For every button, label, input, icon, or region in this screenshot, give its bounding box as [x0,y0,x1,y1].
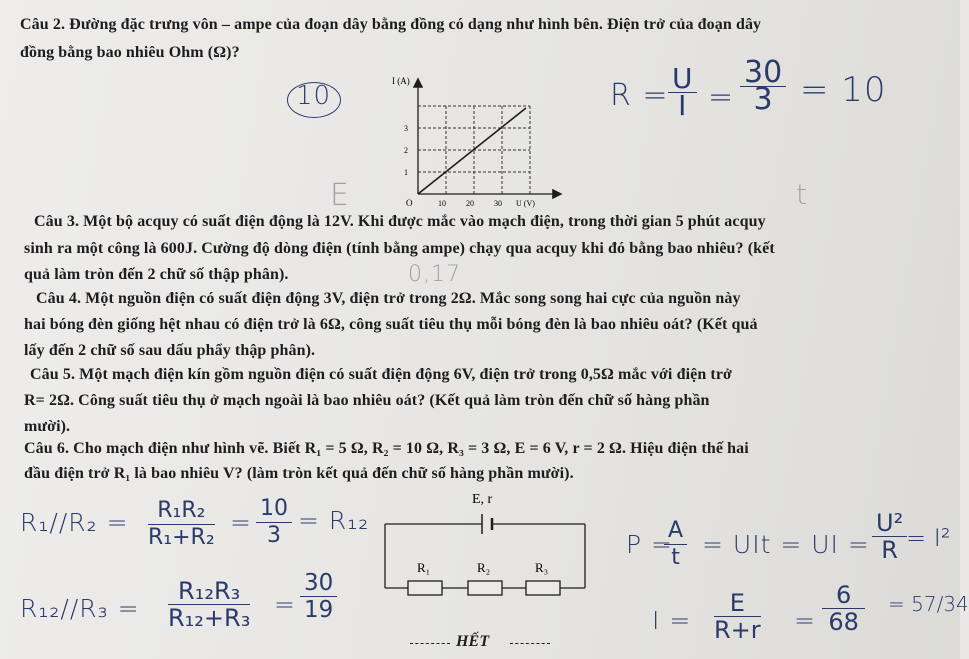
work-r12-r3-frac [168,578,250,631]
graph-x-label: U (V) [516,199,535,208]
q5-label: Câu 5. [30,366,76,383]
work-r1-r2-eq: = [230,508,252,537]
work-power-tail: = I² [906,524,951,552]
circuit-diagram [380,488,590,618]
circuit-r1-label: R₁ [417,560,431,575]
q6-text-1: Cho mạch điện như hình vẽ. Biết R₁ = 5 Ω, R₂ = 10 Ω, R₃ = 3 Ω, E = 6 V, r = 2 Ω. Hiệu điện thế hai [69,440,749,457]
work-r12-r3-den: R₁₂+R₃ [168,604,251,632]
q3-mark-t: t [796,178,808,211]
work-r1-r2-rhs: = R₁₂ [298,506,370,535]
q4-label: Câu 4. [36,290,82,307]
work-current-den2: 68 [828,608,859,636]
q2-line-2: đồng bằng bao nhiêu Ohm (Ω)? [20,44,240,61]
work-current-frac2 [822,582,865,635]
q6-label: Câu 6. [24,440,70,457]
work-r12-r3-lhs: R₁₂//R₃ = [20,594,140,623]
q2-frac1-den: I [678,89,687,122]
graph-x-tick-30: 30 [494,199,502,208]
work-r1-r2-frac [148,498,215,551]
q4-text-1: Một nguồn điện có suất điện động 3V, điện trở trong 2Ω. Mắc song song hai cực của nguồn này [81,290,741,307]
work-power-frac2 [872,510,907,563]
footer-rule-right [510,643,550,644]
work-power-mid: = UIt = UI = [702,530,870,559]
q2-work-frac2 [740,55,786,117]
circuit-wires [385,524,585,588]
q3-label: Câu 3. [34,213,80,230]
q3-answer: 0,17 [408,262,461,287]
graph-y-label: I (A) [392,76,410,86]
circuit-source-label: E, r [472,492,493,507]
work-r12-r3-num2: 30 [300,570,337,597]
work-power-frac [664,518,687,571]
work-power-lhs: P = [626,530,673,559]
q4-line-1 [36,290,741,308]
q6-line-2: đầu điện trở R₁ là bao nhiêu V? (làm tròn kết quả đến chữ số hàng phần mười). [24,465,574,482]
footer-rule-left [410,643,450,644]
work-power-num2: U² [872,510,907,537]
q2-answer: 10 [296,81,332,111]
q2-label: Câu 2. [20,16,66,33]
q2-work-frac1 [668,62,697,122]
work-r12-r3-den2: 19 [304,597,334,623]
work-r1-r2-num: R₁R₂ [148,498,215,525]
work-current-lhs: I = [652,606,692,635]
work-power-num: A [664,518,687,545]
graph-y-tick-1: 1 [404,168,408,177]
q2-frac1-num: U [668,66,697,93]
work-current-num2: 6 [822,582,865,609]
q4-line-3: lấy đến 2 chữ số sau dấu phẩy thập phân). [24,342,316,359]
resistor-r2 [468,581,502,595]
q2-work-result: = 10 [800,70,887,110]
q2-work-eq: = [708,80,735,115]
end-marker: HẾT [456,633,490,650]
work-r1-r2-den2: 3 [267,523,281,548]
work-r12-r3-eq: = [274,590,296,619]
q5-line-2: R= 2Ω. Công suất tiêu thụ ở mạch ngoài là bao nhiêu oát? (Kết quả làm tròn đến chữ số hàng phần [24,392,710,409]
q6-line-1 [24,440,749,458]
q3-line-3: quả làm tròn đến 2 chữ số thập phân). [24,266,289,283]
graph-y-tick-2: 2 [404,146,408,155]
q2-text-1: Đường đặc trưng vôn – ampe của đoạn dây bằng đồng có dạng như hình bên. Điện trở của đoạn dây [65,16,762,33]
work-current-den: R+r [714,616,761,644]
iu-graph [378,72,568,214]
q4-line-2: hai bóng đèn giống hệt nhau có điện trở là 6Ω, công suất tiêu thụ mỗi bóng đèn là bao nhiêu oát? (Kết quả [24,316,758,333]
work-r1-r2-num2: 10 [256,496,292,523]
resistor-r3 [526,581,560,595]
q5-text-1: Một mạch điện kín gồm nguồn điện có suất điện động 6V, điện trở trong 0,5Ω mắc với điện trở [75,366,733,383]
q5-line-1 [30,366,732,384]
graph-y-tick-3: 3 [404,124,408,133]
circuit-r3-label: R₃ [535,560,549,575]
work-power-den: t [671,545,680,570]
graph-x-tick-20: 20 [466,199,474,208]
work-current-eq: = [794,606,816,635]
circuit-r2-label: R₂ [477,560,491,575]
work-r12-r3-num: R₁₂R₃ [168,578,250,605]
graph-origin: O [406,198,413,208]
q3-line-2: sinh ra một công là 600J. Cường độ dòng điện (tính bằng ampe) chạy qua acquy khi đó bằng bao nhiêu? (kết [24,240,775,257]
work-current-frac [714,590,761,643]
q3-text-1: Một bộ acquy có suất điện động là 12V. Khi được mắc vào mạch điện, trong thời gian 5 phút acquy [79,213,766,230]
q2-frac2-num: 30 [740,60,786,87]
q5-line-3: mười). [24,418,71,435]
q2-work-lhs: R = [610,78,669,113]
work-power-den2: R [881,536,898,564]
work-current-num: E [714,590,761,617]
work-r1-r2-lhs: R₁//R₂ = [20,508,129,537]
work-current-tail: = 57/34 [888,592,969,616]
work-r1-r2-frac2 [256,496,292,549]
graph-characteristic-line [418,108,526,194]
graph-x-tick-10: 10 [438,199,446,208]
q3-mark-e: E [330,178,350,213]
work-r1-r2-den: R₁+R₂ [148,525,215,550]
resistor-r1 [408,581,442,595]
q2-frac2-den: 3 [753,82,773,117]
q2-line-1 [20,16,761,34]
work-r12-r3-frac2 [300,570,337,623]
q3-line-1 [34,213,766,231]
